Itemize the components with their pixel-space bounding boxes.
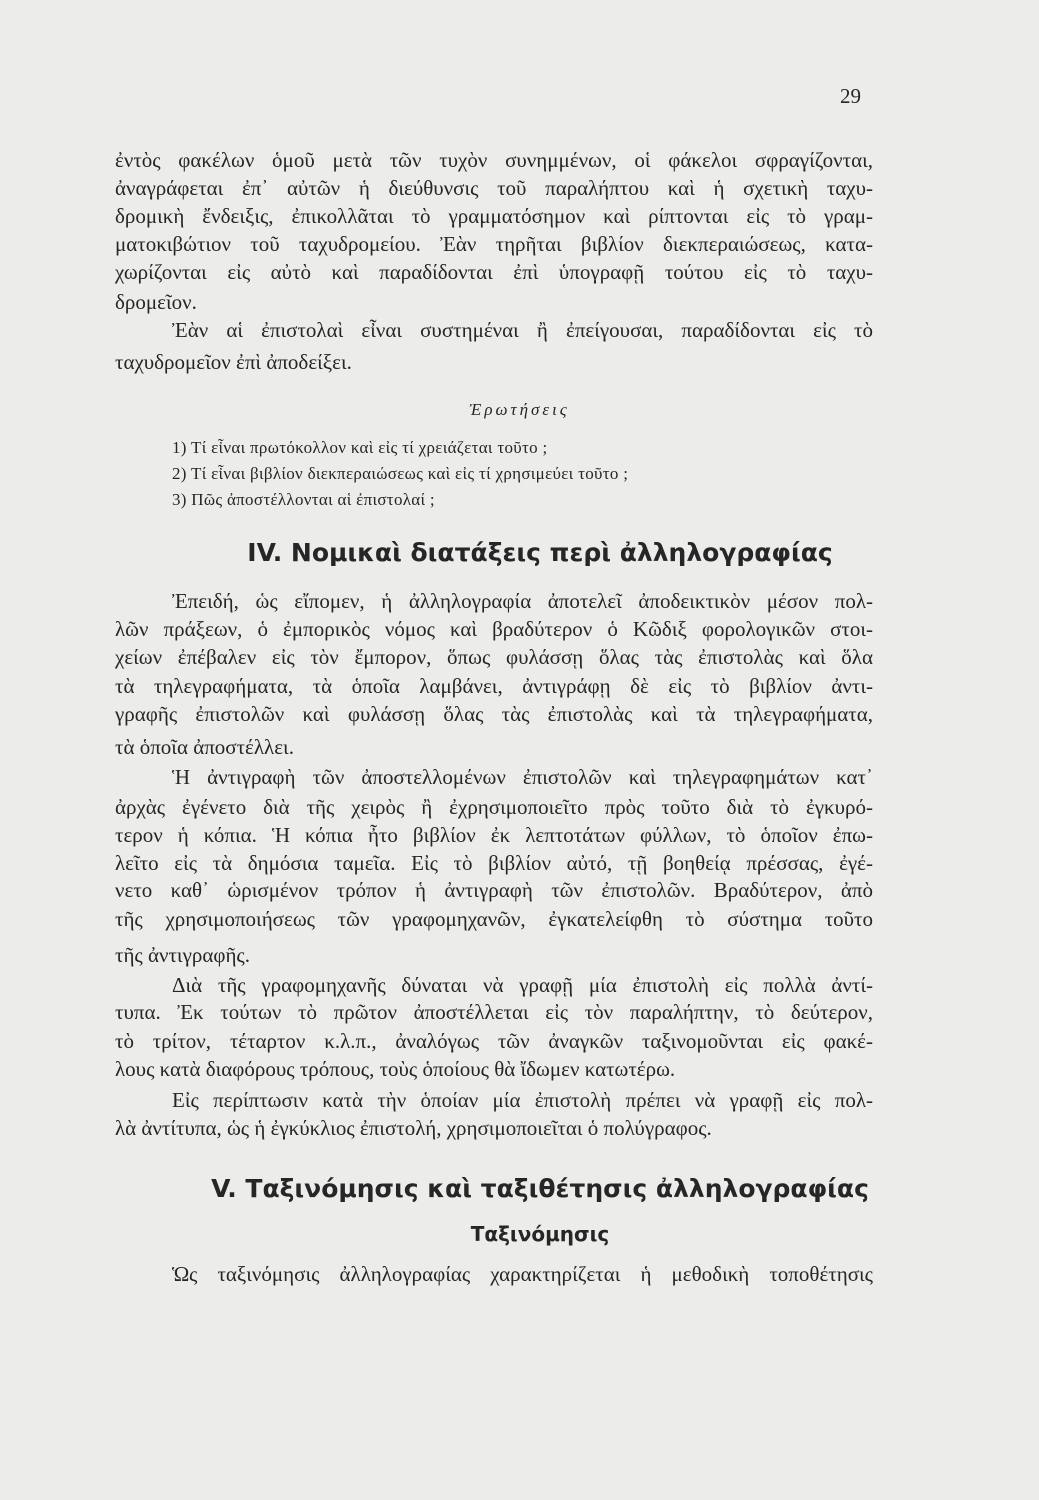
text-line: τῆς χρησιμοποιήσεως τῶν γραφομηχανῶν, ἐγκατελείφθη τὸ σύστημα τοῦτο [115, 907, 873, 931]
text-line: τὰ τηλεγραφήματα, τὰ ὁποῖα λαμβάνει, ἀντιγράφῃ δὲ εἰς τὸ βιβλίον ἀντι- [115, 674, 873, 698]
text-line: τὰ ὁποῖα ἀποστέλλει. [115, 735, 294, 759]
page-number: 29 [840, 84, 861, 108]
text-line: νετο καθ᾿ ὡρισμένον τρόπον ἡ ἀντιγραφὴ τῶν ἐπιστολῶν. Βραδύτερον, ἀπὸ [115, 878, 873, 902]
text-line: τυπα. Ἐκ τούτων τὸ πρῶτον ἀποστέλλεται εἰς τὸν παραλήπτην, τὸ δεύτερον, [115, 1000, 873, 1024]
text-line: λους κατὰ διαφόρους τρόπους, τοὺς ὁποίους θὰ ἴδωμεν κατωτέρω. [115, 1057, 676, 1081]
text-line: ταχυδρομεῖον ἐπὶ ἀποδείξει. [115, 350, 352, 374]
text-line: Ἐὰν αἱ ἐπιστολαὶ εἶναι συστημέναι ἢ ἐπείγουσαι, παραδίδονται εἰς τὸ [172, 318, 873, 342]
text-line: λὰ ἀντίτυπα, ὡς ἡ ἐγκύκλιος ἐπιστολή, χρησιμοποιεῖται ὁ πολύγραφος. [115, 1116, 712, 1140]
text-line: Εἰς περίπτωσιν κατὰ τὴν ὁποίαν μία ἐπιστολὴ πρέπει νὰ γραφῇ εἰς πολ- [172, 1088, 873, 1112]
text-line: τὸ τρίτον, τέταρτον κ.λ.π., ἀναλόγως τῶν ἀναγκῶν ταξινομοῦνται εἰς φακέ- [115, 1029, 873, 1053]
text-line: χωρίζονται εἰς αὐτὸ καὶ παραδίδονται ἐπὶ ὑπογραφῇ τούτου εἰς τὸ ταχυ- [115, 260, 873, 284]
text-line: Ἐπειδή, ὡς εἴπομεν, ἡ ἀλληλογραφία ἀποτελεῖ ἀποδεικτικὸν μέσον πολ- [172, 589, 873, 613]
section-v-heading: V. Ταξινόμησις καὶ ταξιθέτησις ἀλληλογραφίας [211, 1174, 869, 1203]
text-line: τῆς ἀντιγραφῆς. [115, 943, 251, 967]
questions-heading: Ἐρωτήσεις [469, 400, 570, 419]
section-iv-heading: IV. Νομικαὶ διατάξεις περὶ ἀλληλογραφίας [247, 538, 833, 567]
text-line: χείων ἐπέβαλεν εἰς τὸν ἔμπορον, ὅπως φυλάσσῃ ὅλας τὰς ἐπιστολὰς καὶ ὅλα [115, 645, 873, 669]
question-1: 1) Τί εἶναι πρωτόκολλον καὶ εἰς τί χρειάζεται τοῦτο ; [172, 438, 548, 457]
text-line: λεῖτο εἰς τὰ δημόσια ταμεῖα. Εἰς τὸ βιβλίον αὐτό, τῇ βοηθείᾳ πρέσσας, ἐγέ- [115, 851, 873, 875]
text-line: λῶν πράξεων, ὁ ἐμπορικὸς νόμος καὶ βραδύτερον ὁ Κῶδιξ φορολογικῶν στοι- [115, 617, 873, 641]
text-line: τερον ἡ κόπια. Ἡ κόπια ἦτο βιβλίον ἐκ λεπτοτάτων φύλλων, τὸ ὁποῖον ἐπω- [115, 823, 873, 847]
text-line: ἐντὸς φακέλων ὁμοῦ μετὰ τῶν τυχὸν συνημμένων, οἱ φάκελοι σφραγίζονται, [115, 148, 873, 172]
text-line: δρομικὴ ἔνδειξις, ἐπικολλᾶται τὸ γραμματόσημον καὶ ρίπτονται εἰς τὸ γραμ- [115, 204, 873, 228]
subheading-taxinomisis: Ταξινόμησις [470, 1222, 610, 1246]
text-line: δρομεῖον. [115, 290, 197, 314]
text-line: ἀρχὰς ἐγένετο διὰ τῆς χειρὸς ἢ ἐχρησιμοποιεῖτο πρὸς τοῦτο διὰ τὸ ἐγκυρό- [115, 795, 873, 819]
question-3: 3) Πῶς ἀποστέλλονται αἱ ἐπιστολαί ; [172, 490, 435, 509]
question-2: 2) Τί εἶναι βιβλίον διεκπεραιώσεως καὶ εἰς τί χρησιμεύει τοῦτο ; [172, 464, 629, 483]
text-line: Διὰ τῆς γραφομηχανῆς δύναται νὰ γραφῇ μία ἐπιστολὴ εἰς πολλὰ ἀντί- [172, 973, 873, 997]
text-line: ματοκιβώτιον τοῦ ταχυδρομείου. Ἐὰν τηρῆται βιβλίον διεκπεραιώσεως, κατα- [115, 232, 873, 256]
text-line: ἀναγράφεται ἐπ᾿ αὐτῶν ἡ διεύθυνσις τοῦ παραλήπτου καὶ ἡ σχετικὴ ταχυ- [115, 176, 873, 200]
text-line: Ἡ ἀντιγραφὴ τῶν ἀποστελλομένων ἐπιστολῶν καὶ τηλεγραφημάτων κατ᾿ [172, 765, 873, 789]
last-line: Ὡς ταξινόμησις ἀλληλογραφίας χαρακτηρίζεται ἡ μεθοδικὴ τοποθέτησις [172, 1262, 873, 1286]
text-line: γραφῆς ἐπιστολῶν καὶ φυλάσσῃ ὅλας τὰς ἐπιστολὰς καὶ τὰ τηλεγραφήματα, [115, 702, 873, 726]
